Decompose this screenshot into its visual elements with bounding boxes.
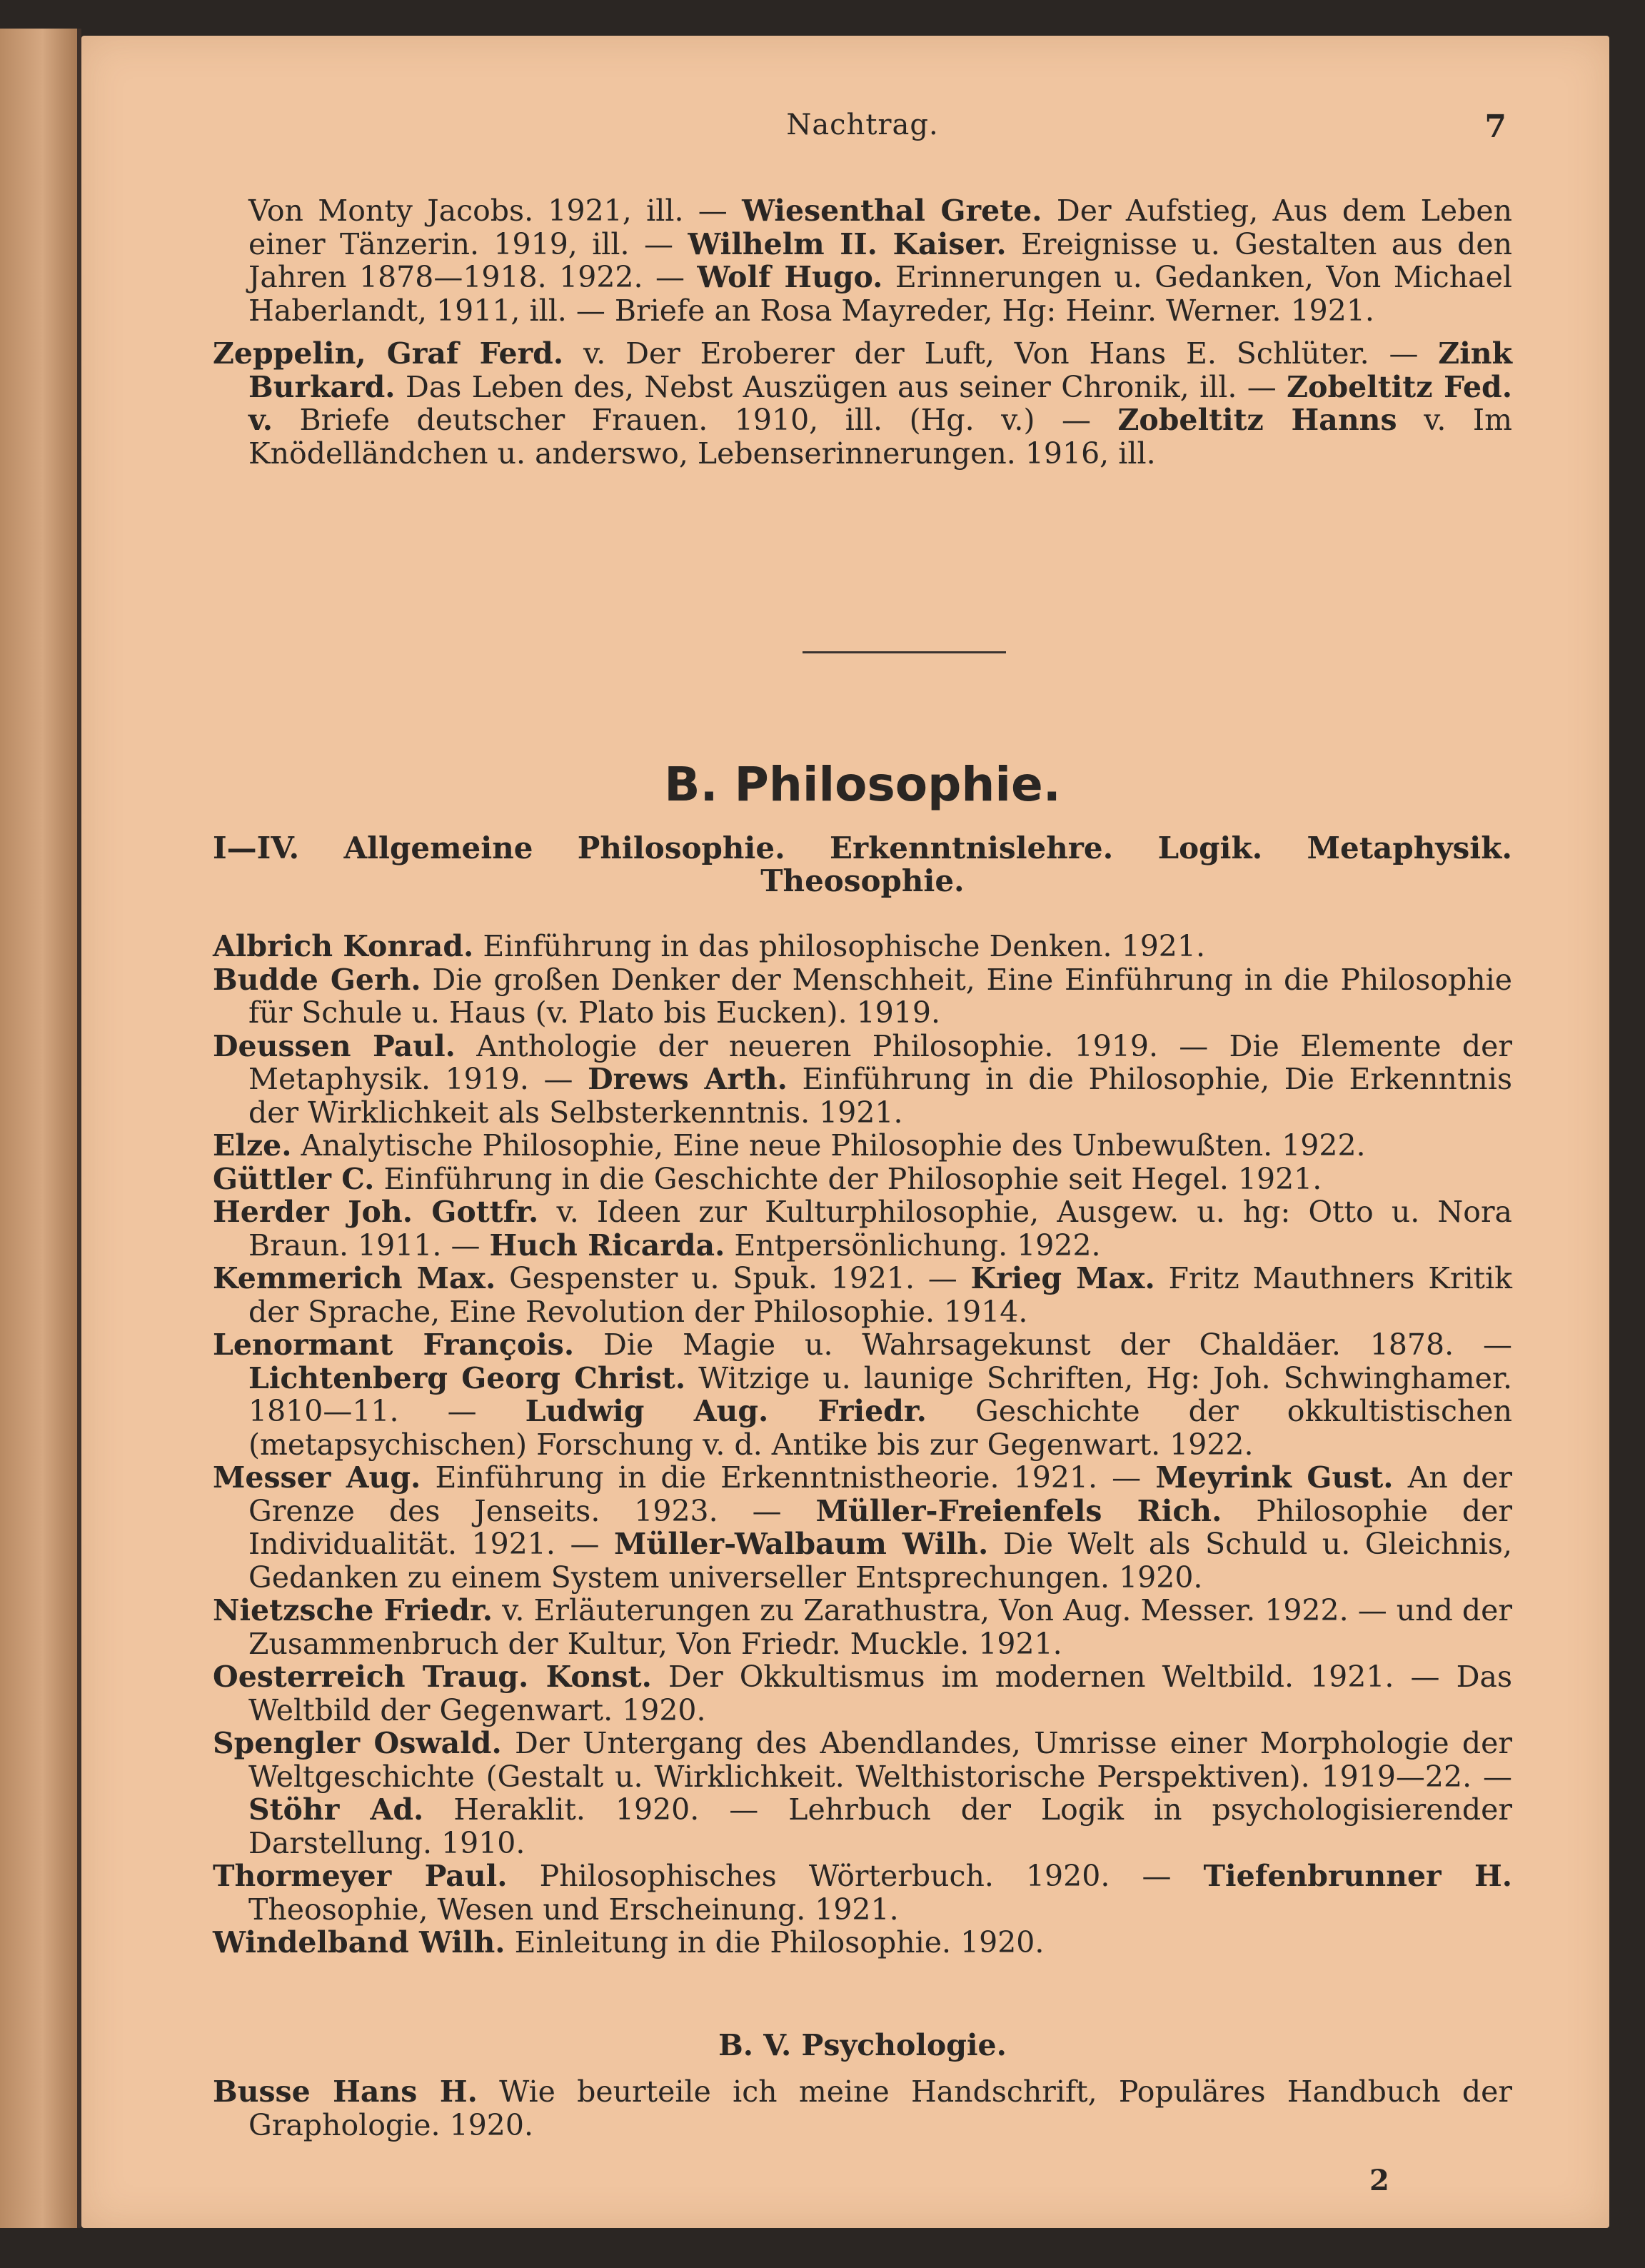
entry-text: Theosophie, Wesen und Erscheinung. 1921. [248,1892,899,1927]
subheading-line: Theosophie. [760,863,965,898]
bibliography-entry [213,1860,1512,1926]
entry-text: Fritz Mauthners Kritik der Sprache, Eine Revolution der Philosophie. 1914. [248,1261,1512,1329]
entry-author: Zobeltitz Fed. v. [248,369,1513,437]
entry-author: Tiefenbrunner H. [1203,1859,1512,1893]
entry-author: Messer Aug. [213,1460,421,1495]
entry-author: Budde Gerh. [213,962,421,997]
entry-author: Krieg Max. [970,1261,1155,1295]
psychology-title: B. V. Psychologie. [718,2028,1007,2062]
section-divider [803,651,1006,653]
entry-text: Die Magie u. Wahrsagekunst der Chaldäer. 1878. — [574,1328,1512,1362]
entry-text: Die großen Denker der Menschheit, Eine Einführung in die Philosophie für Schule u. Haus (v. Plato bis Eucken). 1919. [248,962,1512,1030]
philosophy-entries [213,930,1512,1960]
bibliography-entry [213,963,1512,1030]
entry-text: Anthologie der neueren Philosophie. 1919. — Die Elemente der Metaphysik. 1919. — [248,1028,1512,1096]
facing-page-edge [0,29,81,2228]
entry-author: Wilhelm II. Kaiser. [688,226,1007,261]
bibliography-entry [213,1461,1512,1594]
bibliography-entry [213,1163,1512,1196]
entry-author: Wiesenthal Grete. [742,194,1042,228]
bibliography-entry [213,337,1512,470]
entry-text: Witzige u. launige Schriften, Hg: Joh. Schwinghamer. 1810—11. — [248,1360,1513,1428]
continuation-block [213,194,1512,470]
bibliography-entry [213,1129,1512,1163]
entry-author: Windelband Wilh. [213,1925,505,1960]
entry-author: Zobeltitz Hanns [1117,403,1397,437]
entry-author: Albrich Konrad. [213,929,474,963]
bibliography-entry [213,1926,1512,1960]
bibliography-entry [213,1030,1512,1130]
entry-author: Busse Hans H. [213,2074,478,2109]
page-number: 7 [1484,109,1506,145]
entry-text: Philosophie der Individualität. 1921. — [248,1493,1512,1561]
bibliography-entry [213,1727,1512,1860]
entry-author: Thormeyer Paul. [213,1859,508,1893]
bibliography-entry [213,1660,1512,1727]
entry-author: Oesterreich Traug. Konst. [213,1660,652,1694]
entry-text: Geschichte der okkultistischen (metapsychischen) Forschung v. d. Antike bis zur Gegenwart. 1922. [248,1394,1512,1462]
entry-text: Einleitung in die Philosophie. 1920. [505,1925,1045,1960]
bibliography-entry [213,1594,1512,1660]
entry-author: Müller-Walbaum Wilh. [614,1527,989,1561]
entry-text: Die Welt als Schuld u. Gleichnis, Gedanken zu einem System universeller Entsprechungen. 1920. [248,1527,1512,1595]
entry-text: Das Leben des, Nebst Auszügen aus seiner Chronik, ill. — [395,369,1287,404]
psychology-entries [213,2075,1512,2142]
bibliography-entry [213,930,1512,963]
entry-author: Lenormant François. [213,1328,575,1362]
entry-text: Ereignisse u. Gestalten aus den Jahren 1878—1918. 1922. — [248,226,1513,294]
entry-author: Spengler Oswald. [213,1726,502,1760]
entry-author: Wolf Hugo. [697,260,883,294]
entry-text: Einführung in die Philosophie, Die Erkenntnis der Wirklichkeit als Selbsterkenntnis. 1921. [248,1062,1512,1130]
book-page [81,36,1609,2228]
entry-author: Zink Burkard. [248,336,1513,404]
entry-author: Zeppelin, Graf Ferd. [213,336,564,371]
subheading-line: I—IV. Allgemeine Philosophie. Erkenntnislehre. Logik. Metaphysik. [213,831,1512,865]
entry-author: Herder Joh. Gottfr. [213,1195,539,1229]
entry-author: Deussen Paul. [213,1028,456,1063]
entry-author: Ludwig Aug. Friedr. [525,1394,927,1428]
entry-text: Der Aufstieg, Aus dem Leben einer Tänzerin. 1919, ill. — [248,194,1513,261]
psychology-section [213,2028,1512,2142]
entry-author: Stöhr Ad. [248,1792,424,1827]
entry-text: v. Ideen zur Kulturphilosophie, Ausgew. u. hg: Otto u. Nora Braun. 1911. — [248,1195,1512,1263]
entry-text: Entpersönlichung. 1922. [725,1228,1101,1263]
entry-text: Der Untergang des Abendlandes, Umrisse einer Morphologie der Weltgeschichte (Gestalt u. Wirklichkeit. Welthistorische Perspektiven). 1919—22. — [248,1726,1512,1794]
entry-text: Einführung in das philosophische Denken. 1921. [473,929,1206,963]
bibliography-entry [213,1262,1512,1328]
entry-author: Elze. [213,1128,292,1163]
entry-text: Heraklit. 1920. — Lehrbuch der Logik in psychologisierender Darstellung. 1910. [248,1792,1512,1860]
entry-text: Philosophisches Wörterbuch. 1920. — [507,1859,1204,1893]
entry-author: Nietzsche Friedr. [213,1593,493,1627]
entry-text: Von Monty Jacobs. 1921, ill. — [248,194,743,228]
signature-mark: 2 [1369,2164,1389,2197]
entry-author: Meyrink Gust. [1155,1460,1394,1495]
bibliography-entry [213,1328,1512,1461]
entry-text: Einführung in die Erkenntnistheorie. 1921. — [421,1460,1156,1495]
entry-text: v. Erläuterungen zu Zarathustra, Von Aug. Messer. 1922. — und der Zusammenbruch der Kultur, Von Friedr. Muckle. 1921. [248,1593,1512,1661]
entry-text: Der Okkultismus im modernen Weltbild. 1921. — Das Weltbild der Gegenwart. 1920. [248,1660,1512,1727]
entry-text: Briefe deutscher Frauen. 1910, ill. (Hg. v.) — [272,403,1118,437]
entry-author: Müller-Freienfels Rich. [815,1493,1222,1528]
entry-author: Huch Ricarda. [489,1228,725,1263]
bibliography-entry [213,194,1512,327]
entry-text: Analytische Philosophie, Eine neue Philosophie des Unbewußten. 1922. [291,1128,1366,1163]
entry-text: Gespenster u. Spuk. 1921. — [495,1261,971,1295]
entry-author: Drews Arth. [588,1062,788,1096]
entry-text: Wie beurteile ich meine Handschrift, Populäres Handbuch der Graphologie. 1920. [248,2074,1513,2142]
entry-text: v. Der Eroberer der Luft, Von Hans E. Schlüter. — [563,336,1439,371]
running-header [213,109,1512,151]
entry-text: Einführung in die Geschichte der Philosophie seit Hegel. 1921. [374,1161,1322,1196]
entry-author: Lichtenberg Georg Christ. [248,1360,686,1395]
section-subheading [213,832,1512,898]
entry-text: v. Im Knödelländchen u. anderswo, Lebenserinnerungen. 1916, ill. [248,403,1512,471]
section-title: B. Philosophie. [664,757,1061,812]
bibliography-entry [213,1195,1512,1262]
entry-author: Kemmerich Max. [213,1261,496,1295]
entry-text: An der Grenze des Jenseits. 1923. — [248,1460,1513,1528]
entry-text: Erinnerungen u. Gedanken, Von Michael Haberlandt, 1911, ill. — Briefe an Rosa Mayreder, Hg: Heinr. Werner. 1921. [248,260,1512,328]
header-title: Nachtrag. [786,109,939,141]
bibliography-entry [213,2075,1512,2142]
entry-author: Güttler C. [213,1161,375,1196]
